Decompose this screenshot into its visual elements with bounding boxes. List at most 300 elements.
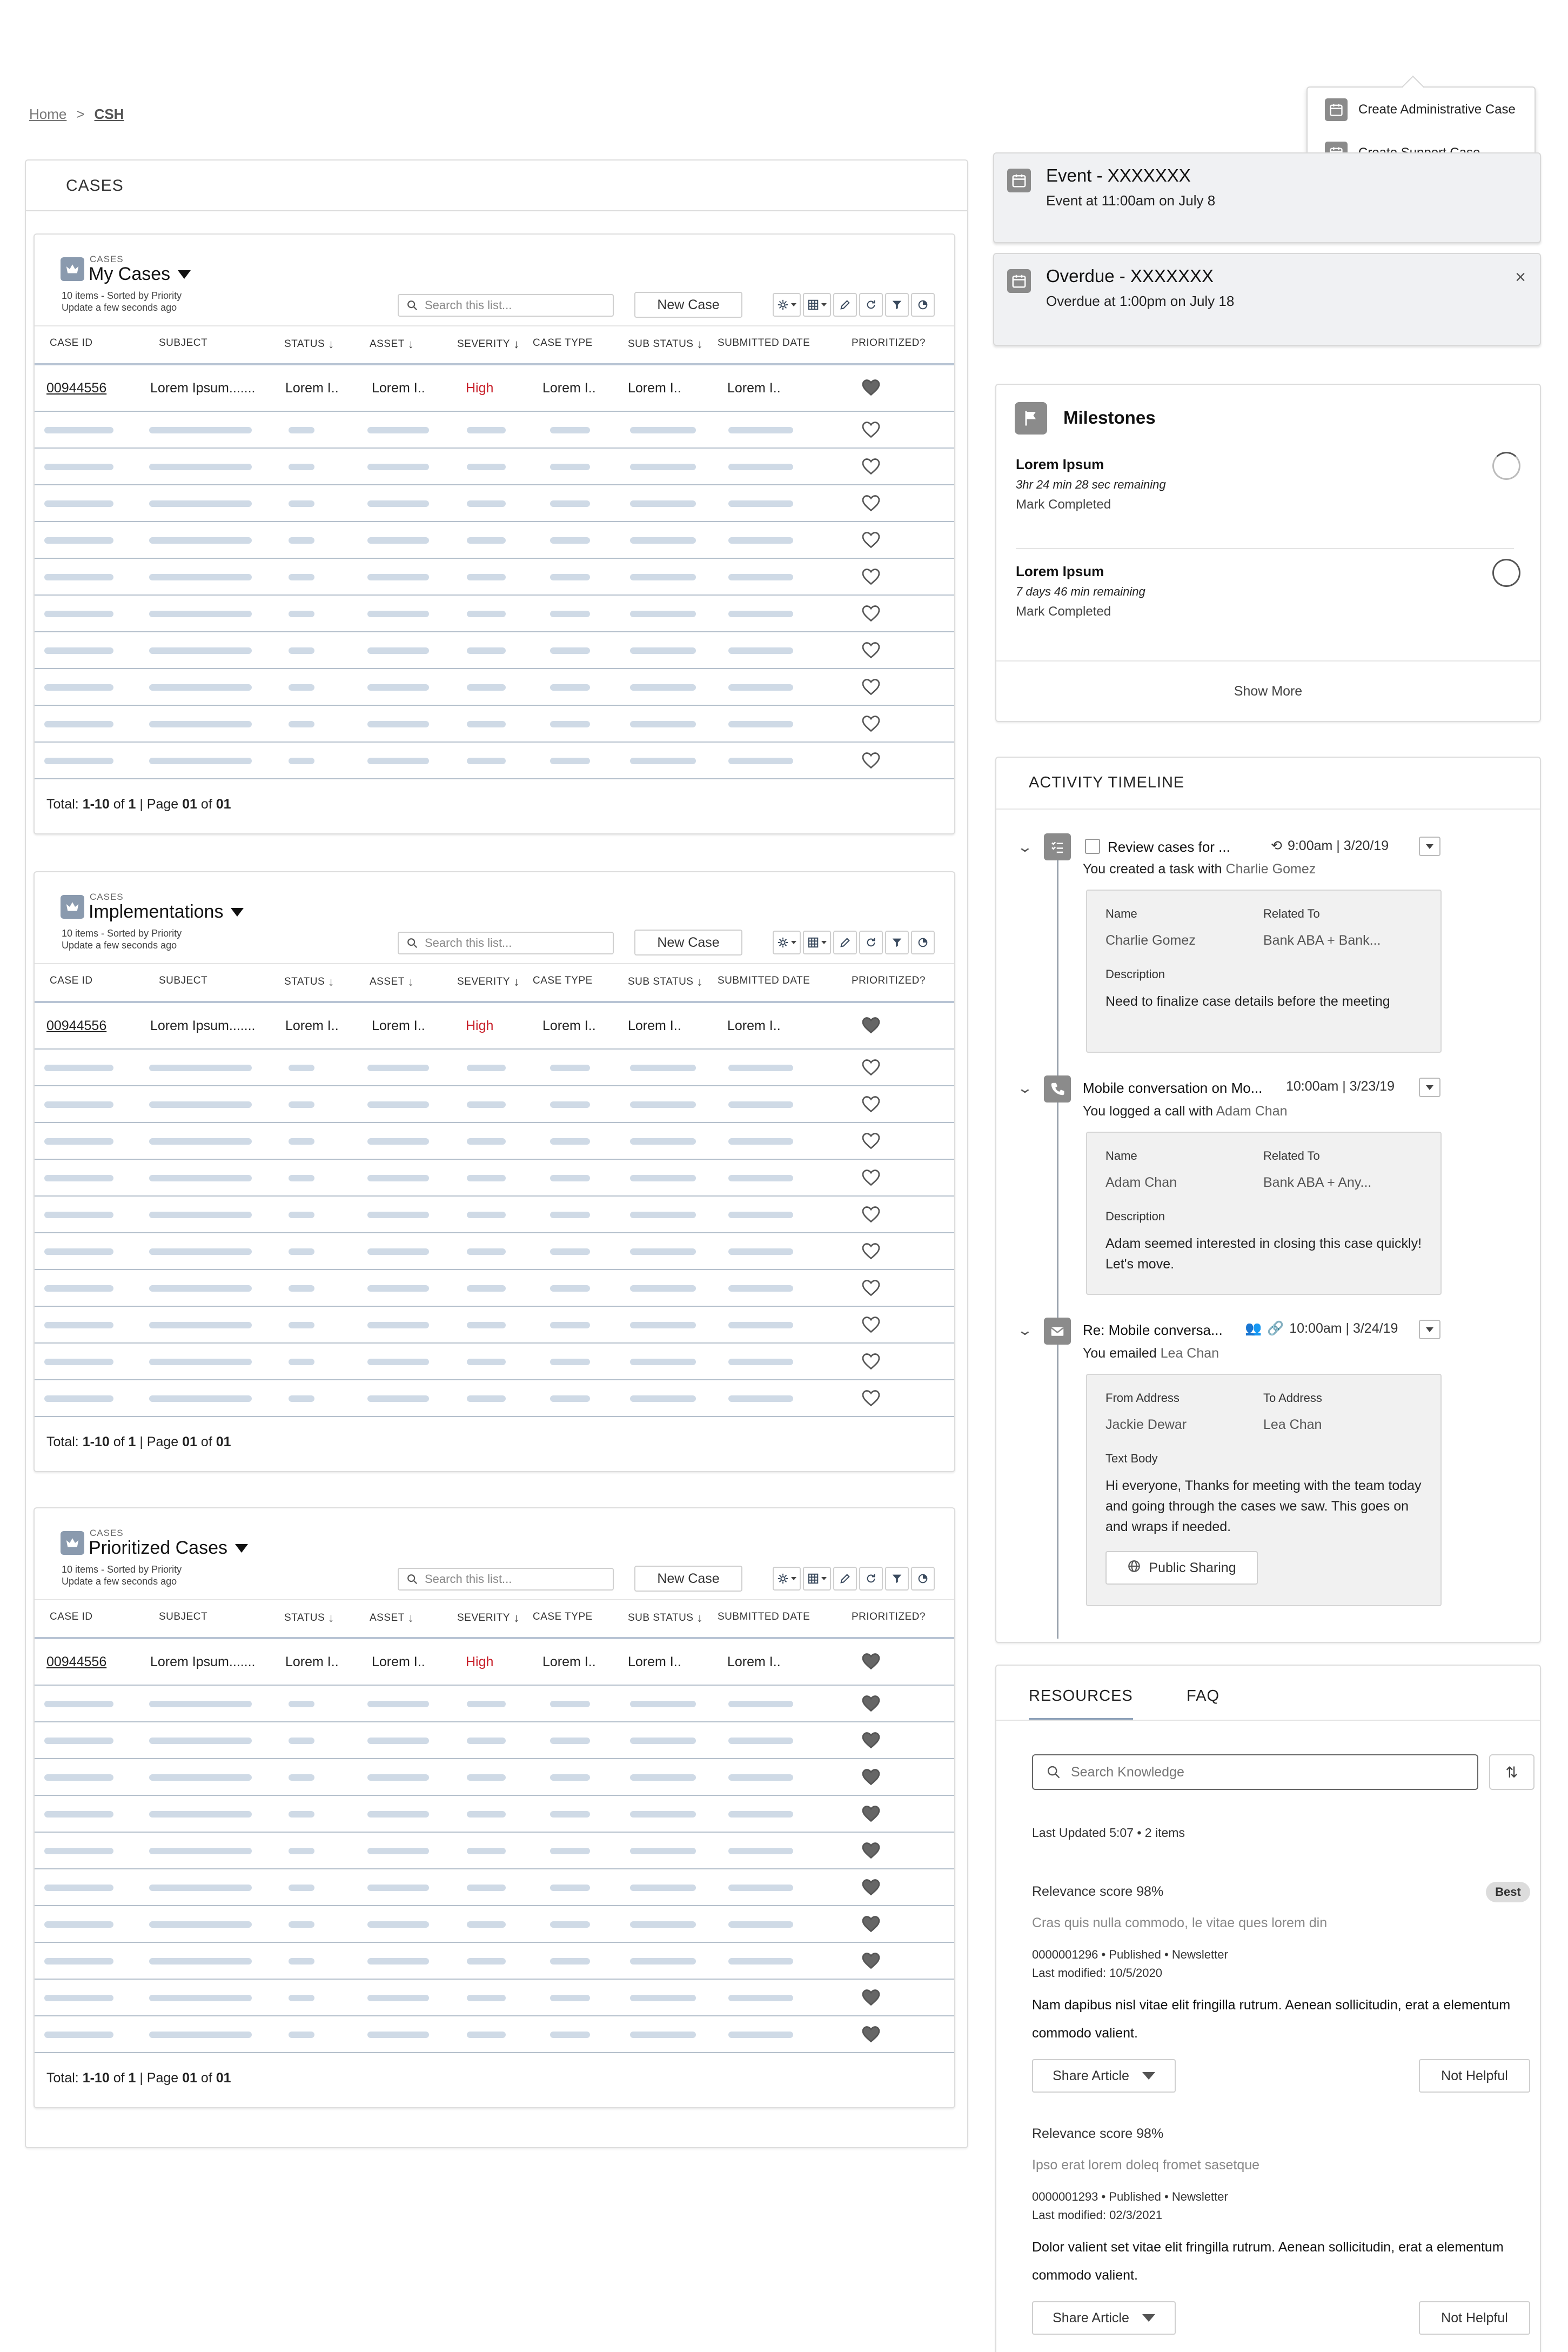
column-header-label: SEVERITY bbox=[457, 976, 510, 987]
sort-button[interactable] bbox=[1489, 1754, 1535, 1790]
placeholder-bar bbox=[550, 611, 590, 617]
column-header[interactable] bbox=[370, 337, 414, 351]
activity-timeline bbox=[995, 757, 1541, 1643]
activity-contact-link[interactable]: Charlie Gomez bbox=[1225, 861, 1316, 877]
chart-button[interactable] bbox=[911, 1567, 935, 1591]
table-row[interactable] bbox=[35, 485, 954, 522]
progress-ring-icon bbox=[1492, 452, 1520, 480]
heart-filled-icon[interactable] bbox=[861, 1915, 881, 1933]
column-header bbox=[159, 1611, 207, 1623]
activity-contact-link[interactable]: Lea Chan bbox=[1160, 1346, 1219, 1361]
pagination-pages: 01 bbox=[216, 1434, 231, 1449]
list-search-input[interactable] bbox=[398, 932, 614, 954]
not-helpful-button[interactable]: Not Helpful bbox=[1419, 2059, 1530, 2093]
table-row[interactable] bbox=[35, 632, 954, 669]
placeholder-bar bbox=[728, 1811, 793, 1818]
filter-button[interactable] bbox=[885, 1567, 909, 1591]
table-row[interactable] bbox=[35, 1233, 954, 1270]
heart-filled-icon[interactable] bbox=[861, 1805, 881, 1823]
list-view-selector[interactable] bbox=[89, 264, 191, 285]
activity-menu-button[interactable] bbox=[1419, 1078, 1440, 1097]
heart-outline-icon[interactable] bbox=[861, 604, 881, 623]
placeholder-bar bbox=[728, 1738, 793, 1744]
pencil-icon bbox=[839, 1573, 851, 1585]
table-cell: Lorem I.. bbox=[285, 1654, 339, 1669]
chart-icon bbox=[917, 937, 929, 948]
display-as-menu-button[interactable] bbox=[803, 931, 831, 954]
table-row[interactable] bbox=[35, 1639, 954, 1686]
article-title-link[interactable]: Ipso erat lorem doleq fromet sasetque bbox=[1032, 2157, 1260, 2173]
heart-filled-icon[interactable] bbox=[861, 1652, 881, 1671]
placeholder-bar bbox=[367, 537, 429, 544]
placeholder-bar bbox=[367, 684, 429, 691]
column-header-label: CASE ID bbox=[50, 975, 93, 986]
case-id-link[interactable]: 00944556 bbox=[46, 1018, 107, 1033]
placeholder-bar bbox=[289, 1138, 314, 1145]
settings-menu-button[interactable] bbox=[773, 1567, 801, 1591]
case-id-link[interactable]: 00944556 bbox=[46, 1654, 107, 1669]
new-case-button[interactable]: New Case bbox=[634, 1566, 742, 1592]
placeholder-bar bbox=[149, 1921, 252, 1928]
table-row[interactable] bbox=[35, 743, 954, 779]
table-row[interactable] bbox=[35, 1270, 954, 1307]
placeholder-bar bbox=[630, 1101, 696, 1108]
placeholder-bar bbox=[149, 1285, 252, 1292]
edit-button[interactable] bbox=[833, 293, 857, 317]
column-header-label: CASE TYPE bbox=[533, 975, 593, 986]
group-icon: 👥 bbox=[1245, 1321, 1262, 1336]
knowledge-search-input[interactable] bbox=[1032, 1754, 1478, 1790]
heart-filled-icon[interactable] bbox=[861, 1878, 881, 1896]
settings-menu-button[interactable] bbox=[773, 931, 801, 954]
list-search-input[interactable] bbox=[398, 1568, 614, 1591]
placeholder-bar bbox=[467, 1774, 506, 1781]
placeholder-bar bbox=[44, 1285, 113, 1292]
table-row[interactable] bbox=[35, 1344, 954, 1380]
close-icon[interactable]: × bbox=[1515, 267, 1526, 288]
flag-icon bbox=[1015, 402, 1047, 435]
sort-arrow-down-icon: ↓ bbox=[696, 1611, 703, 1625]
activity-subject-link[interactable]: Mobile conversation on Mo... bbox=[1083, 1080, 1263, 1096]
placeholder-bar bbox=[289, 1811, 314, 1818]
activity-time bbox=[1271, 838, 1389, 854]
placeholder-bar bbox=[44, 1065, 113, 1071]
table-row[interactable] bbox=[35, 412, 954, 449]
display-as-menu-button[interactable] bbox=[803, 293, 831, 317]
mark-completed-link[interactable]: Mark Completed bbox=[1016, 604, 1111, 619]
column-header bbox=[718, 975, 810, 987]
activity-detail-card bbox=[1086, 1374, 1442, 1606]
table-row[interactable] bbox=[35, 1197, 954, 1233]
heart-filled-icon[interactable] bbox=[861, 1768, 881, 1786]
placeholder-bar bbox=[44, 464, 113, 470]
table-row[interactable] bbox=[35, 1307, 954, 1344]
placeholder-bar bbox=[149, 1359, 252, 1365]
case-id-link[interactable]: 00944556 bbox=[46, 380, 107, 396]
table-row[interactable] bbox=[35, 1833, 954, 1869]
placeholder-bar bbox=[467, 1395, 506, 1402]
refresh-button[interactable] bbox=[859, 293, 883, 317]
list-search-input[interactable] bbox=[398, 294, 614, 317]
heart-outline-icon[interactable] bbox=[861, 420, 881, 439]
placeholder-bar bbox=[367, 721, 429, 727]
column-header-label: SEVERITY bbox=[457, 1612, 510, 1623]
heart-outline-icon[interactable] bbox=[861, 1058, 881, 1077]
chart-button[interactable] bbox=[911, 293, 935, 317]
field-value: Lea Chan bbox=[1263, 1417, 1322, 1432]
column-header[interactable] bbox=[457, 337, 519, 351]
placeholder-bar bbox=[289, 1774, 314, 1781]
alert-subtitle: Overdue at 1:00pm on July 18 bbox=[1046, 293, 1235, 309]
table-row[interactable] bbox=[35, 669, 954, 706]
table-row[interactable] bbox=[35, 706, 954, 743]
event-alert[interactable] bbox=[993, 152, 1541, 243]
milestone-title: Lorem Ipsum bbox=[1016, 456, 1104, 472]
placeholder-bar bbox=[630, 574, 696, 580]
heart-outline-icon[interactable] bbox=[861, 1205, 881, 1224]
column-header[interactable] bbox=[457, 975, 519, 989]
pagination-range: 1-10 bbox=[82, 797, 110, 812]
placeholder-bar bbox=[467, 1885, 506, 1891]
table-icon bbox=[807, 299, 819, 311]
placeholder-bar bbox=[289, 721, 314, 727]
column-header-label: STATUS bbox=[284, 976, 325, 987]
new-case-button[interactable]: New Case bbox=[634, 930, 742, 955]
table-row[interactable] bbox=[35, 2016, 954, 2053]
pagination-of: of bbox=[109, 1434, 129, 1449]
heart-outline-icon[interactable] bbox=[861, 1315, 881, 1334]
placeholder-bar bbox=[550, 1701, 590, 1707]
edit-button[interactable] bbox=[833, 931, 857, 954]
pagination-page[interactable]: 01 bbox=[182, 2070, 197, 2086]
public-sharing-button[interactable] bbox=[1105, 1551, 1258, 1585]
crown-icon bbox=[61, 1531, 84, 1555]
column-header[interactable] bbox=[370, 975, 414, 989]
heart-filled-icon[interactable] bbox=[861, 1952, 881, 1970]
heart-outline-icon[interactable] bbox=[861, 567, 881, 586]
list-title: Implementations bbox=[89, 901, 224, 922]
column-header[interactable] bbox=[457, 1611, 519, 1625]
table-row[interactable] bbox=[35, 1380, 954, 1417]
placeholder-bar bbox=[467, 2032, 506, 2038]
table-row[interactable] bbox=[35, 1722, 954, 1759]
table-row[interactable] bbox=[35, 1869, 954, 1906]
placeholder-bar bbox=[630, 427, 696, 433]
divider bbox=[26, 210, 967, 211]
placeholder-bar bbox=[289, 758, 314, 764]
list-item-count: 10 items - Sorted by Priority bbox=[62, 1564, 182, 1575]
column-header-label: PRIORITIZED? bbox=[852, 975, 926, 986]
table-row[interactable] bbox=[35, 522, 954, 559]
column-header[interactable] bbox=[628, 975, 703, 989]
placeholder-bar bbox=[367, 1995, 429, 2001]
chevron-down-icon[interactable]: ⌄ bbox=[1016, 1322, 1034, 1338]
column-header bbox=[533, 1611, 593, 1623]
table-row[interactable] bbox=[35, 1759, 954, 1796]
pagination-of: of bbox=[197, 1434, 216, 1449]
edit-button[interactable] bbox=[833, 1567, 857, 1591]
placeholder-bar bbox=[728, 574, 793, 580]
placeholder-bar bbox=[149, 427, 252, 433]
recurring-icon: ⟲ bbox=[1271, 838, 1282, 853]
placeholder-bar bbox=[550, 684, 590, 691]
chevron-down-icon bbox=[821, 1577, 827, 1580]
placeholder-bar bbox=[467, 1212, 506, 1218]
placeholder-bar bbox=[149, 464, 252, 470]
table-cell: Lorem Ipsum....... bbox=[150, 1654, 256, 1669]
pagination-range: 1-10 bbox=[82, 1434, 110, 1449]
column-header[interactable] bbox=[284, 975, 334, 989]
table-row[interactable] bbox=[35, 1980, 954, 2016]
share-article-button[interactable] bbox=[1032, 2059, 1176, 2093]
filter-button[interactable] bbox=[885, 293, 909, 317]
placeholder-bar bbox=[728, 1359, 793, 1365]
activity-subject-link[interactable]: Review cases for ... bbox=[1108, 839, 1230, 855]
placeholder-bar bbox=[149, 1885, 252, 1891]
table-header bbox=[35, 1599, 954, 1639]
chevron-down-icon bbox=[1426, 1327, 1433, 1332]
pagination-of: of bbox=[109, 797, 129, 812]
table-row[interactable] bbox=[35, 365, 954, 412]
refresh-button[interactable] bbox=[859, 931, 883, 954]
list-search-placeholder: Search this list... bbox=[425, 1572, 512, 1586]
heart-outline-icon[interactable] bbox=[861, 1132, 881, 1150]
table-row[interactable] bbox=[35, 1160, 954, 1197]
placeholder-bar bbox=[149, 1811, 252, 1818]
article-title-link[interactable]: Cras quis nulla commodo, le vitae ques lorem din bbox=[1032, 1915, 1328, 1930]
divider bbox=[996, 1720, 1540, 1721]
table-cell: Lorem I.. bbox=[727, 380, 781, 396]
placeholder-bar bbox=[367, 647, 429, 654]
overdue-alert[interactable] bbox=[993, 253, 1541, 346]
column-header bbox=[50, 1611, 93, 1623]
list-toolbar bbox=[773, 931, 935, 954]
share-article-button[interactable] bbox=[1032, 2301, 1176, 2335]
new-case-button[interactable]: New Case bbox=[634, 292, 742, 318]
heart-outline-icon[interactable] bbox=[861, 494, 881, 512]
placeholder-bar bbox=[630, 758, 696, 764]
placeholder-bar bbox=[149, 1995, 252, 2001]
field-value: Charlie Gomez bbox=[1105, 933, 1196, 948]
display-as-menu-button[interactable] bbox=[803, 1567, 831, 1591]
calendar-icon bbox=[1007, 269, 1031, 293]
activity-actor: You bbox=[1083, 1104, 1106, 1119]
heart-filled-icon[interactable] bbox=[861, 1988, 881, 2007]
pagination-page[interactable]: 01 bbox=[182, 1434, 197, 1449]
heart-outline-icon[interactable] bbox=[861, 1352, 881, 1371]
heart-filled-icon[interactable] bbox=[861, 1016, 881, 1034]
breadcrumb-current-link[interactable]: CSH bbox=[94, 106, 124, 122]
sort-arrow-down-icon: ↓ bbox=[328, 337, 334, 351]
refresh-button[interactable] bbox=[859, 1567, 883, 1591]
chevron-down-icon bbox=[1426, 844, 1433, 849]
placeholder-bar bbox=[367, 1885, 429, 1891]
placeholder-bar bbox=[630, 1958, 696, 1965]
table-body bbox=[35, 1003, 954, 1417]
heart-outline-icon[interactable] bbox=[861, 1242, 881, 1260]
column-header[interactable] bbox=[370, 1611, 414, 1625]
activity-detail-card bbox=[1086, 890, 1442, 1053]
gear-icon bbox=[777, 937, 789, 948]
heart-outline-icon[interactable] bbox=[861, 457, 881, 476]
chevron-down-icon bbox=[1426, 1085, 1433, 1090]
placeholder-bar bbox=[289, 1285, 314, 1292]
article-modified: Last modified: 10/5/2020 bbox=[1032, 1966, 1162, 1980]
column-header[interactable] bbox=[628, 1611, 703, 1625]
list-object-label: CASES bbox=[90, 892, 124, 902]
column-header-label: PRIORITIZED? bbox=[852, 1611, 926, 1622]
sort-arrow-down-icon: ↓ bbox=[513, 337, 520, 351]
table-row[interactable] bbox=[35, 449, 954, 485]
placeholder-bar bbox=[728, 1212, 793, 1218]
column-header-label: ASSET bbox=[370, 338, 405, 350]
column-header bbox=[852, 1611, 926, 1623]
pencil-icon bbox=[839, 299, 851, 311]
column-header[interactable] bbox=[628, 337, 703, 351]
heart-outline-icon[interactable] bbox=[861, 678, 881, 696]
sort-arrow-down-icon: ↓ bbox=[513, 1611, 520, 1625]
activity-action: logged a call with bbox=[1105, 1104, 1216, 1119]
placeholder-bar bbox=[467, 1359, 506, 1365]
heart-outline-icon[interactable] bbox=[861, 1095, 881, 1113]
breadcrumb-home-link[interactable]: Home bbox=[29, 106, 67, 122]
breadcrumb-separator: > bbox=[76, 106, 85, 122]
table-row[interactable] bbox=[35, 1906, 954, 1943]
column-header-label: ASSET bbox=[370, 1612, 405, 1623]
column-header-label: SUBMITTED DATE bbox=[718, 975, 810, 986]
knowledge-search-placeholder: Search Knowledge bbox=[1071, 1764, 1184, 1780]
chevron-down-icon bbox=[791, 1577, 796, 1580]
placeholder-bar bbox=[289, 1848, 314, 1854]
column-header bbox=[50, 975, 93, 987]
list-pagination bbox=[46, 1434, 231, 1450]
list-toolbar bbox=[773, 1567, 935, 1591]
chevron-down-icon[interactable]: ⌄ bbox=[1016, 1080, 1034, 1096]
list-search-placeholder: Search this list... bbox=[425, 936, 512, 950]
placeholder-bar bbox=[630, 1359, 696, 1365]
heart-filled-icon[interactable] bbox=[861, 1694, 881, 1713]
table-row[interactable] bbox=[35, 559, 954, 596]
heart-outline-icon[interactable] bbox=[861, 641, 881, 659]
field-value: Jackie Dewar bbox=[1105, 1417, 1187, 1432]
chart-button[interactable] bbox=[911, 931, 935, 954]
placeholder-bar bbox=[550, 464, 590, 470]
tab-resources[interactable]: RESOURCES bbox=[1029, 1687, 1133, 1720]
placeholder-bar bbox=[630, 1701, 696, 1707]
placeholder-bar bbox=[630, 537, 696, 544]
mark-completed-link[interactable]: Mark Completed bbox=[1016, 497, 1111, 512]
pagination-total: 1 bbox=[128, 1434, 136, 1449]
not-helpful-button[interactable]: Not Helpful bbox=[1419, 2301, 1530, 2335]
list-pagination bbox=[46, 797, 231, 812]
table-body bbox=[35, 1639, 954, 2053]
table-row[interactable] bbox=[35, 1686, 954, 1722]
table-row[interactable] bbox=[35, 1943, 954, 1980]
placeholder-bar bbox=[467, 537, 506, 544]
table-row[interactable] bbox=[35, 1050, 954, 1086]
list-view-selector[interactable] bbox=[89, 1538, 248, 1559]
placeholder-bar bbox=[728, 1701, 793, 1707]
activity-subject-link[interactable]: Re: Mobile conversa... bbox=[1083, 1322, 1223, 1338]
table-cell: Lorem Ipsum....... bbox=[150, 380, 256, 396]
table-row[interactable] bbox=[35, 1086, 954, 1123]
list-meta bbox=[62, 927, 182, 951]
pagination-of: of bbox=[197, 2070, 216, 2086]
article-info: 0000001293 • Published • Newsletter bbox=[1032, 2190, 1228, 2203]
heart-outline-icon[interactable] bbox=[861, 751, 881, 770]
heart-outline-icon[interactable] bbox=[861, 1168, 881, 1187]
heart-filled-icon[interactable] bbox=[861, 2025, 881, 2043]
table-row[interactable] bbox=[35, 1796, 954, 1833]
chevron-down-icon[interactable]: ⌄ bbox=[1016, 839, 1034, 855]
list-update-time: Update a few seconds ago bbox=[62, 1576, 177, 1587]
placeholder-bar bbox=[467, 1848, 506, 1854]
placeholder-bar bbox=[630, 1885, 696, 1891]
placeholder-bar bbox=[149, 500, 252, 507]
placeholder-bar bbox=[467, 1101, 506, 1108]
gear-icon bbox=[777, 299, 789, 311]
settings-menu-button[interactable] bbox=[773, 293, 801, 317]
placeholder-bar bbox=[149, 1848, 252, 1854]
placeholder-bar bbox=[367, 427, 429, 433]
table-row[interactable] bbox=[35, 1123, 954, 1160]
activity-detail-card bbox=[1086, 1132, 1442, 1295]
heart-outline-icon[interactable] bbox=[861, 531, 881, 549]
heart-outline-icon[interactable] bbox=[861, 714, 881, 733]
column-header-label: PRIORITIZED? bbox=[852, 337, 926, 349]
placeholder-bar bbox=[728, 500, 793, 507]
column-header[interactable] bbox=[284, 337, 334, 351]
column-header-label: ASSET bbox=[370, 976, 405, 987]
placeholder-bar bbox=[550, 1774, 590, 1781]
table-row[interactable] bbox=[35, 1003, 954, 1050]
table-cell: Lorem I.. bbox=[542, 1018, 596, 1033]
heart-outline-icon[interactable] bbox=[861, 1279, 881, 1297]
show-more-button[interactable]: Show More bbox=[996, 660, 1540, 721]
pagination-label: Total: bbox=[46, 797, 83, 812]
filter-icon bbox=[891, 937, 903, 948]
milestones-card bbox=[995, 384, 1541, 722]
activity-menu-button[interactable] bbox=[1419, 837, 1440, 856]
filter-button[interactable] bbox=[885, 931, 909, 954]
heart-outline-icon[interactable] bbox=[861, 1389, 881, 1407]
placeholder-bar bbox=[550, 1848, 590, 1854]
placeholder-bar bbox=[630, 684, 696, 691]
column-header[interactable] bbox=[284, 1611, 334, 1625]
placeholder-bar bbox=[728, 721, 793, 727]
list-meta bbox=[62, 1563, 182, 1587]
placeholder-bar bbox=[289, 1322, 314, 1328]
progress-ring-icon bbox=[1492, 559, 1520, 587]
task-checkbox[interactable] bbox=[1085, 839, 1100, 854]
placeholder-bar bbox=[630, 1811, 696, 1818]
activity-contact-link[interactable]: Adam Chan bbox=[1216, 1104, 1288, 1119]
heart-filled-icon[interactable] bbox=[861, 378, 881, 397]
placeholder-bar bbox=[149, 647, 252, 654]
list-card-prioritized-cases bbox=[33, 1507, 955, 2108]
heart-filled-icon[interactable] bbox=[861, 1731, 881, 1749]
placeholder-bar bbox=[630, 1285, 696, 1292]
activity-menu-button[interactable] bbox=[1419, 1320, 1440, 1339]
table-row[interactable] bbox=[35, 596, 954, 632]
activity-time bbox=[1286, 1079, 1395, 1094]
heart-filled-icon[interactable] bbox=[861, 1841, 881, 1860]
placeholder-bar bbox=[630, 1248, 696, 1255]
pagination-page[interactable]: 01 bbox=[182, 797, 197, 812]
tab-faq[interactable]: FAQ bbox=[1187, 1687, 1220, 1705]
menu-item-create-administrative-case[interactable] bbox=[1325, 98, 1516, 121]
list-view-selector[interactable] bbox=[89, 901, 244, 923]
